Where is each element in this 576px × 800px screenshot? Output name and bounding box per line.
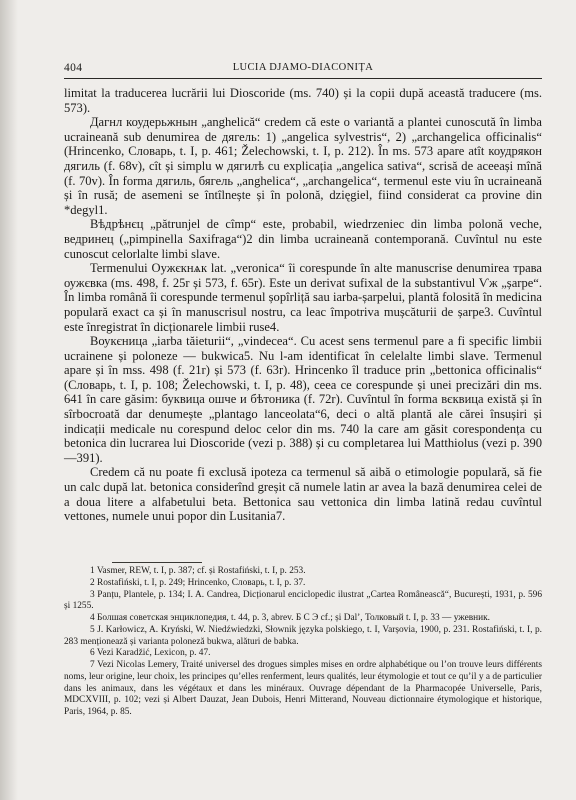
footnote: 7 Vezi Nicolas Lemery, Traité universel des drogues simples mises en ordre alphabétique ou l’on trouve leurs différents noms, leur origine, leur choix, les principes qu’elles renferment, leurs qualités, leur étymologie et tout ce qu’il y a de particulier dans les animaux, dans les végétaux et dans les minéraux. Ouvrage dépendant de la Pharmacopée Universelle, Paris, MDCXVIII, p. 102; vezi și Albert Dauzat, Jean Dubois, Henri Mitterand, Nouveau dictionnaire étymologique et historique, Paris, 1964, p. 85. [64, 660, 542, 717]
footnote: 5 J. Karłowicz, A. Kryński, W. Niedźwiedzki, Słownik języka polskiego, t. I, Varșovia, 1900, p. 231. Rostafiński, t. I, p. 283 menționează și varianta poloneză bukwa, alături de babka. [64, 624, 542, 647]
paragraph: Credem că nu poate fi exclusă ipoteza ca termenul să aibă o etimologie populară, să fie un calc după lat. betonica considerînd greșit că numele latin ar avea la bază denumirea celei de a doua litere a alfabetului beta. Bettonica sau vettonica din limba latină redau cuvîntul vettones, numele unui popor din Lusitania7. [64, 465, 542, 524]
paragraph: Воукєница „iarba tăieturii“, „vindecea“. Cu acest sens termenul pare a fi specific limbii ucrainene și poloneze — bukwica5. Nu l-am identificat în celelalte limbi slave. Termenul apare și în mss. 498 (f. 21r) și 573 (f. 63r). Hrincenko îl traduce prin „bettonica officinalis“ (Словарь, t. I, p. 108; Želechowski, t. I, p. 48), ceea ce corespunde și unei precizări din ms. 641 în care găsim: буквица ошче и бѣтоника (f. 72r). Cuvîntul în forma вєквица există și în sîrbocroată dar denumește „plantago lanceolata“6, deci o altă plantă ale cărei însușiri și indicații medicale nu corespund deloc celor din ms. 740 la care am găsit corespondența cu betonica din lucrarea lui Dioscoride (vezi p. 388) și cu completarea lui Matthiolus (vezi p. 390—391). [64, 334, 542, 465]
footnotes [64, 566, 542, 719]
footnote: 1 Vasmer, REW, t. I, p. 387; cf. și Rostafiński, t. I, p. 253. [90, 566, 306, 576]
footnote: 4 Болшая советская энциклопедия, t. 44, p. 3, abrev. Б С Э cf.; și Dal’, Толковый t. I, p. 33 — ужевник. [90, 613, 491, 623]
page-gutter-shadow [0, 0, 18, 800]
paragraph: Вѣдрѣнєц „pătrunjel de cîmp“ este, probabil, wiedrzeniec din limba polonă veche, ведринец („pimpinella Saxifraga“)2 din limba ucraineană contemporană. Cuvîntul nu este cunoscut celorlalte limbi slave. [64, 217, 542, 261]
page-header [64, 60, 542, 78]
running-head: LUCIA DJAMO-DIACONIȚA [232, 62, 374, 73]
footnote: 3 Panțu, Plantele, p. 134; I. A. Candrea, Dicționarul enciclopedic ilustrat „Cartea Românească“, București, 1931, p. 596 și 1255. [64, 589, 542, 612]
header-rule [64, 78, 542, 79]
paragraph: Дагнл коудерьжнын „anghelică“ credem că este o variantă a plantei cunoscută în limba ucraineană sub denumirea de дягель: 1) „angelica sylvestris“, 2) „archangelica officinalis“ (Hrincenko, Словарь, t. I, p. 461; Želechowski, t. I, p. 212). În ms. 573 apare atît коудрякон дягиль (f. 68v), cît și simplu ѡ дягилѣ cu explicația „angelica sativa“, scrisă de aceeași mînă (f. 70v). În forma дягиль, бягель „anghelica“, „archangelica“, termenul este viu în ucraineană și în rusă; de asemeni se întîlnește și în polonă, dzięgiel, fiind considerat ca provine din *degyl1. [64, 115, 542, 217]
paragraph: limitat la traducerea lucrării lui Dioscoride (ms. 740) și la copii după această traducere (ms. 573). [64, 86, 542, 115]
footnote: 2 Rostafiński, t. I, p. 249; Hrincenko, Словарь, t. I, p. 37. [90, 577, 306, 588]
paragraph: Termenului Оужєкнѧк lat. „veronica“ îi corespunde în alte manuscrise denumirea трава оужєвка (ms. 498, f. 25r și 573, f. 65r). Este un derivat sufixal de la substantivul Ѵж „șarpe“. În limba română îi corespunde termenul șopîrliță sau iarba-șarpelui, plantă folosită în medicina populară exact ca și în manuscrisul nostru, ca leac împotriva mușcăturii de șarpe3. Cuvîntul este înregistrat în dicționarele limbii ruse4. [64, 261, 542, 334]
main-text [64, 86, 542, 524]
page-number: 404 [64, 62, 83, 74]
footnote-separator [112, 562, 202, 563]
footnote: 6 Vezi Karadžić, Lexicon, p. 47. [90, 648, 211, 659]
